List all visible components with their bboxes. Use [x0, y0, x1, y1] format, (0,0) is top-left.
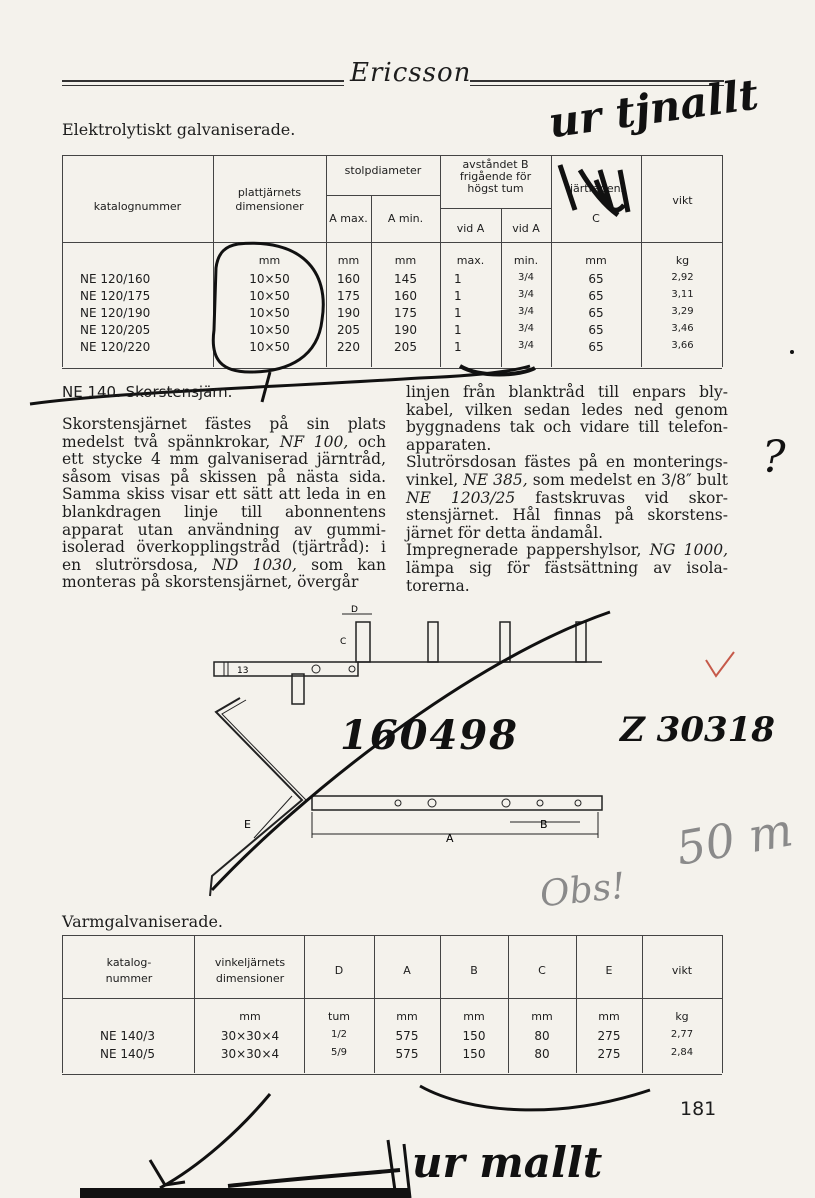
t1-hdr-tjarts: tjärtrådens: [565, 182, 627, 195]
t1-cell-bmax: 1: [454, 306, 462, 320]
t2-hdr-vinkel2: dimensioner: [215, 972, 285, 985]
handwritten-note-top: ur tjnallt: [545, 69, 762, 148]
t2-hdr-a: A: [403, 964, 411, 977]
t1-cell-nr: NE 120/160: [80, 272, 151, 286]
t2-cell-nr: NE 140/5: [100, 1047, 155, 1061]
t1-unit-amax: mm: [337, 254, 360, 267]
ref-ng1000: NG 1000,: [649, 541, 728, 560]
right-text-5: fastskruvas vid skor- stensjärnet. Hål finnas på skorstens- järnet för detta ändamål.: [406, 488, 728, 542]
ref-ne385: NE 385,: [463, 470, 528, 489]
t1-cell-bmax: 1: [454, 340, 462, 354]
drawing-lower-bar: [312, 796, 602, 810]
t1-cell-dim: 10×50: [249, 340, 290, 354]
t1-cell-amin: 175: [394, 306, 417, 320]
t2-vline-1: [194, 935, 195, 1073]
t1-cell-bmin: 3/4: [517, 323, 535, 334]
t1-unit-dim: mm: [258, 254, 281, 267]
drawing-upper-bar: [214, 662, 358, 676]
t2-hline-header: [62, 998, 722, 999]
t1-cell-amax: 190: [337, 306, 360, 320]
label-d: D: [351, 605, 358, 615]
t2-hdr-katalog1: katalog-: [106, 956, 152, 969]
right-text-4: bult: [691, 470, 728, 489]
t2-unit-d: tum: [328, 1010, 350, 1023]
pencil-note-obs: Obs!: [538, 865, 628, 916]
t1-cell-dim: 10×50: [249, 323, 290, 337]
left-text-1: Skorstensjärnet fästes på sin plats medelst två spännkrokar,: [62, 415, 386, 451]
label-13: 13: [237, 666, 249, 676]
t1-hdr-vida2: vid A: [512, 222, 540, 235]
circle-dimensions: [213, 243, 323, 372]
t2-cell-b: 150: [462, 1047, 486, 1061]
t1-cell-bmax: 1: [454, 323, 462, 337]
t1-hdr-c: C: [592, 212, 600, 225]
t1-cell-amax: 160: [337, 272, 360, 286]
t1-cell-c: 65: [588, 323, 604, 337]
t1-unit-bmax: max.: [456, 254, 485, 267]
t1-cell-amin: 145: [394, 272, 417, 286]
t1-cell-bmin: 3/4: [517, 340, 535, 351]
hand-marks-bottom: [0, 1070, 815, 1198]
right-text-7: lämpa sig för fästsättning av isola- torerna.: [406, 558, 728, 595]
t2-cell-a: 575: [395, 1047, 419, 1061]
ericsson-logo: Ericsson: [350, 58, 472, 88]
t1-cell-nr: NE 120/175: [80, 289, 151, 303]
t1-cell-c: 65: [588, 272, 604, 286]
t1-cell-vikt: 3,11: [671, 289, 694, 300]
t1-hdr-avst2: frigående för: [459, 170, 532, 183]
t1-unit-bmin: min.: [513, 254, 539, 267]
t2-unit-dim: mm: [239, 1010, 261, 1023]
t1-cell-nr: NE 120/190: [80, 306, 151, 320]
bottom-binding-bar: [80, 1188, 410, 1198]
t1-hdr-amin: A min.: [387, 212, 424, 225]
ref-nf100: NF 100,: [279, 432, 349, 451]
t2-cell-dim: 30×30×4: [220, 1047, 280, 1061]
label-b: B: [540, 818, 548, 831]
label-e: E: [244, 818, 251, 831]
t1-cell-amin: 160: [394, 289, 417, 303]
t1-cell-bmax: 1: [454, 289, 462, 303]
t2-unit-vikt: kg: [675, 1010, 689, 1023]
t2-hdr-vinkel1: vinkeljärnets: [214, 956, 286, 969]
t2-hdr-b: B: [470, 964, 478, 977]
right-column: [406, 384, 728, 595]
t2-unit-a: mm: [396, 1010, 418, 1023]
right-text-1: linjen från blanktråd till enpars bly- kabel, vilken sedan ledes ned genom byggnadens tak och vidare till telefon- apparaten.: [406, 383, 728, 454]
ref-nd1030: ND 1030,: [212, 555, 297, 574]
label-a: A: [446, 832, 454, 845]
t2-cell-d: 1/2: [330, 1029, 348, 1040]
hand-marks-table1: [0, 0, 815, 420]
t1-cell-bmin: 3/4: [517, 306, 535, 317]
t2-unit-c: mm: [531, 1010, 553, 1023]
label-c: C: [340, 637, 347, 647]
t2-vline-8: [722, 935, 723, 1073]
t2-cell-vikt: 2,77: [670, 1029, 694, 1040]
t1-cell-dim: 10×50: [249, 272, 290, 286]
t2-hdr-e: E: [605, 964, 613, 977]
t1-hdr-vikt: vikt: [672, 194, 693, 207]
t1-cell-bmin: 3/4: [517, 289, 535, 300]
left-text-2: och ett stycke 4 mm galvaniserad järntråd, såsom visas på skissen på nästa sida. Samma skiss visar ett sätt att leda in en blankdragen linje till abonnentens apparat utan användning av gummi- isolerad överkopplingstråd (tjärtråd): i en slutrörsdosa,: [62, 432, 386, 574]
t1-hdr-avst1: avståndet B: [462, 158, 529, 171]
t2-cell-a: 575: [395, 1029, 419, 1043]
drawing-post-3: [500, 622, 510, 662]
t2-cell-b: 150: [462, 1029, 486, 1043]
handwritten-note-bottom: ur mallt: [412, 1138, 603, 1187]
t1-cell-bmin: 3/4: [517, 272, 535, 283]
t1-cell-amax: 220: [337, 340, 360, 354]
table2-caption: Varmgalvaniserade.: [62, 912, 224, 931]
drawing-post-2: [428, 622, 438, 662]
drawing-post-4: [576, 622, 586, 662]
t1-cell-amin: 205: [394, 340, 417, 354]
t1-cell-dim: 10×50: [249, 289, 290, 303]
t2-cell-c: 80: [534, 1029, 550, 1043]
t2-unit-b: mm: [463, 1010, 485, 1023]
t1-cell-vikt: 3,66: [671, 340, 694, 351]
t1-hdr-stolpdiameter: stolpdiameter: [344, 164, 422, 177]
t1-cell-c: 65: [588, 306, 604, 320]
t1-cell-nr: NE 120/205: [80, 323, 151, 337]
handwritten-question: ?: [762, 432, 786, 483]
t1-cell-vikt: 3,46: [671, 323, 694, 334]
t1-cell-bmax: 1: [454, 272, 462, 286]
t1-hdr-dimensioner: dimensioner: [235, 200, 304, 213]
t1-hdr-avst3: högst tum: [467, 182, 524, 195]
handwritten-number-right: Z 30318: [620, 710, 775, 750]
ref-ne1203: NE 1203/25: [406, 488, 516, 507]
t1-cell-vikt: 2,92: [671, 272, 694, 283]
t1-cell-vikt: 3,29: [671, 306, 694, 317]
page-number: 181: [680, 1098, 717, 1120]
t2-cell-vikt: 2,84: [670, 1047, 694, 1058]
t1-unit-c: mm: [585, 254, 607, 267]
t2-hdr-d: D: [334, 964, 344, 977]
table1-caption: Elektrolytiskt galvaniserade.: [62, 120, 296, 139]
t1-cell-amin: 190: [394, 323, 417, 337]
t2-cell-e: 275: [597, 1029, 621, 1043]
t1-cell-c: 65: [588, 289, 604, 303]
t1-hdr-amax: A max.: [329, 212, 368, 225]
drawing-hanger: [292, 674, 304, 704]
t1-unit-vikt: kg: [675, 254, 690, 267]
scribble-tjarts: [560, 165, 628, 215]
t2-hdr-katalog2: nummer: [105, 972, 153, 985]
t1-cell-amax: 205: [337, 323, 360, 337]
t2-cell-e: 275: [597, 1047, 621, 1061]
t2-vline-0: [62, 935, 63, 1073]
t1-cell-nr: NE 120/220: [80, 340, 151, 354]
left-text-3: som kan monteras på skorstensjärnet, övergår: [62, 555, 386, 592]
section-heading: NE 140. Skorstensjärn.: [62, 383, 233, 401]
right-text-6: Impregnerade pappershylsor,: [406, 541, 650, 560]
t1-unit-amin: mm: [394, 254, 417, 267]
handwritten-number-left: 160498: [340, 712, 519, 759]
t2-cell-d: 5/9: [330, 1047, 348, 1058]
t2-hdr-c: C: [538, 964, 546, 977]
drawing-post-1: [356, 622, 370, 662]
t2-cell-nr: NE 140/3: [100, 1029, 155, 1043]
t2-unit-e: mm: [598, 1010, 620, 1023]
t2-cell-c: 80: [534, 1047, 550, 1061]
right-text-2: Slutrörsdosan fästes på en monterings- vinkel,: [406, 453, 728, 489]
pencil-note-50: 50 m: [672, 802, 797, 876]
t1-hdr-katalognummer: katalognummer: [93, 200, 182, 213]
t1-hdr-plattjarnets: plattjärnets: [237, 186, 302, 199]
left-column: [62, 416, 386, 592]
drawing-rod: [210, 698, 302, 896]
dot-mark: [790, 350, 794, 354]
right-text-3: som medelst en: [527, 470, 662, 489]
t2-cell-dim: 30×30×4: [220, 1029, 280, 1043]
t1-cell-c: 65: [588, 340, 604, 354]
t2-hdr-vikt: vikt: [671, 964, 693, 977]
t1-cell-dim: 10×50: [249, 306, 290, 320]
t1-cell-amax: 175: [337, 289, 360, 303]
hand-v-mark: [706, 652, 734, 676]
ref-3-8: 3/8″: [661, 470, 692, 489]
t1-hdr-vida1: vid A: [456, 222, 485, 235]
